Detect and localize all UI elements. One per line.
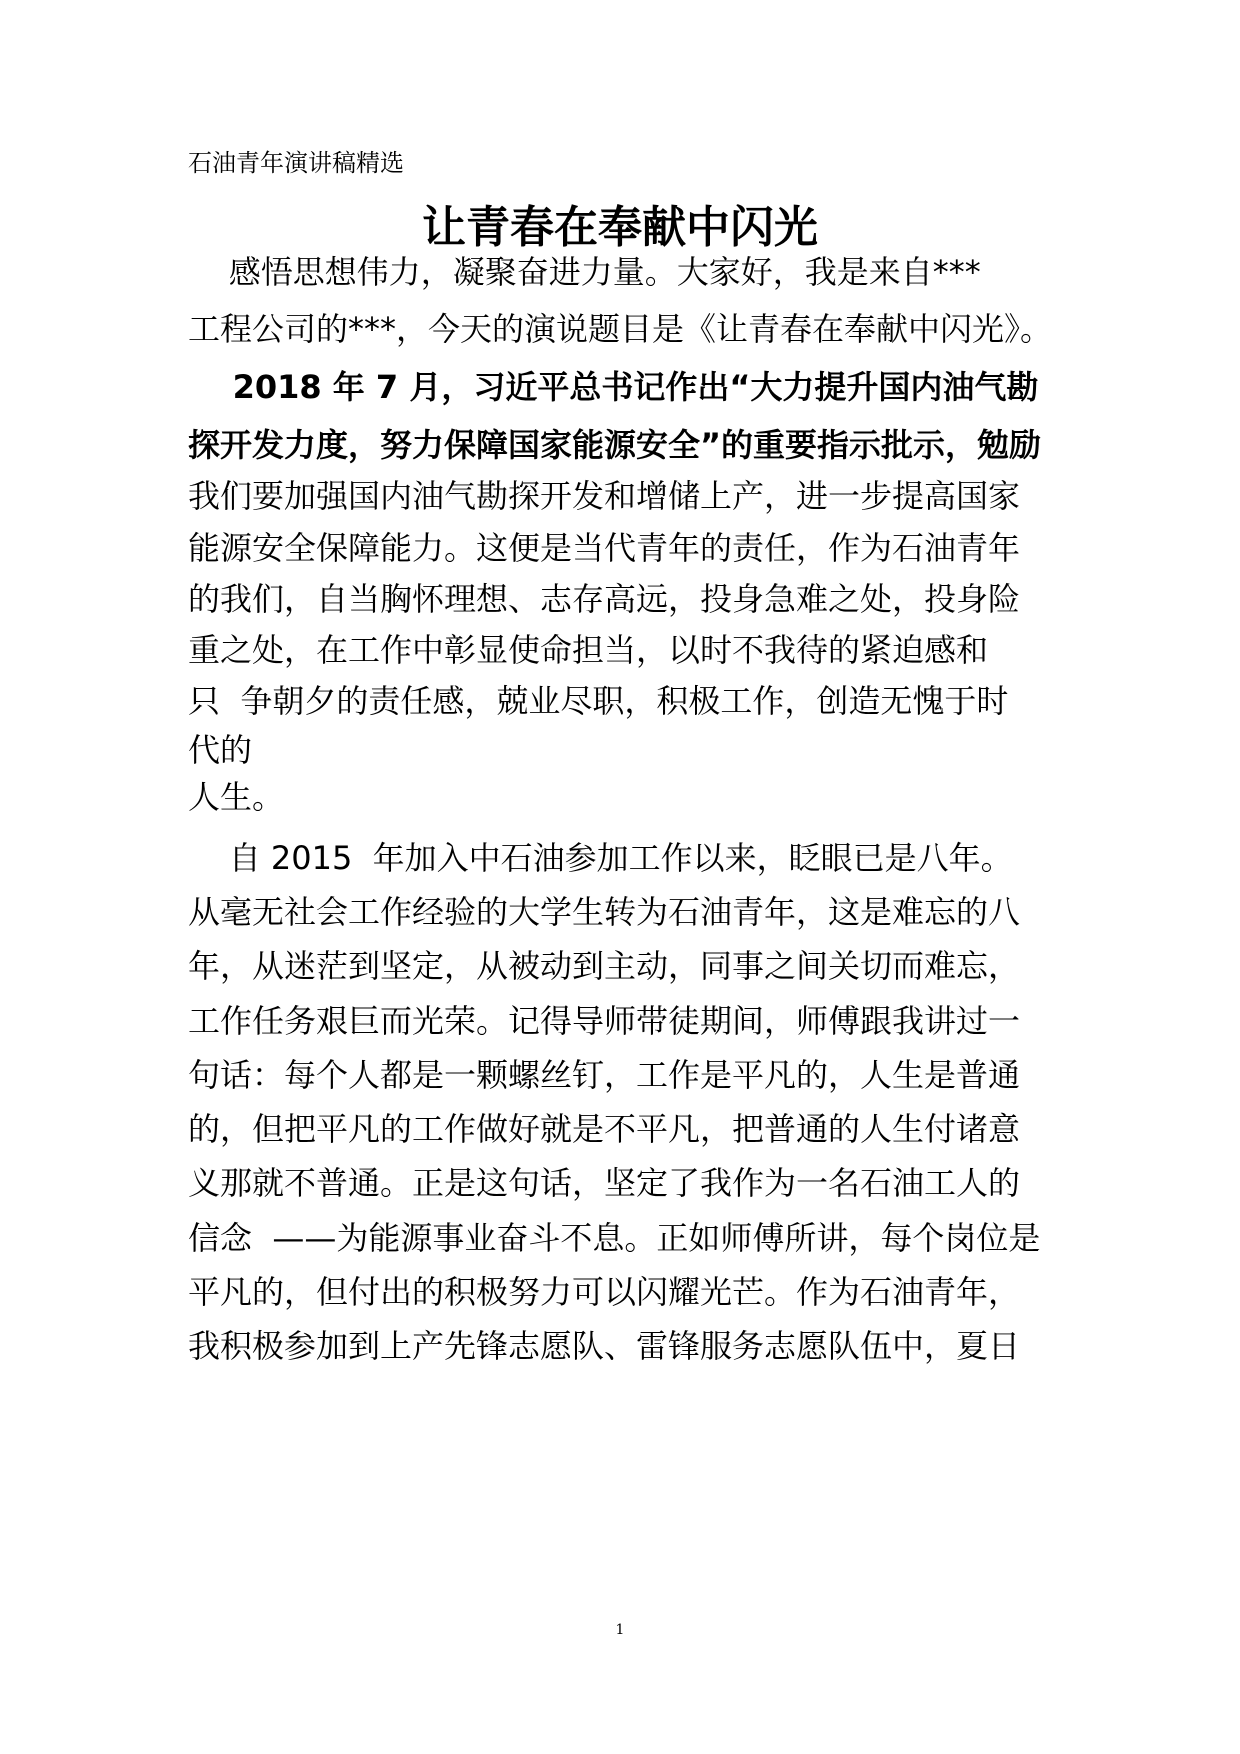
paragraph-line: 重之处，在工作中彰显使命担当，以时不我待的紧迫感和 [188, 631, 989, 669]
paragraph-line-bold: 探开发力度，努力保障国家能源安全”的重要指示批示，勉励 [188, 426, 1042, 464]
paragraph-line: 自 2015 年加入中石油参加工作以来，眨眼已是八年。 [188, 839, 1013, 877]
paragraph-line: 平凡的，但付出的积极努力可以闪耀光芒。作为石油青年， [188, 1273, 1021, 1311]
paragraph-line: 从毫无社会工作经验的大学生转为石油青年，这是难忘的八 [188, 893, 1021, 931]
paragraph-line: 我积极参加到上产先锋志愿队、雷锋服务志愿队伍中，夏日 [188, 1327, 1021, 1365]
paragraph-line: 的我们，自当胸怀理想、志存高远，投身急难之处，投身险 [188, 580, 1021, 618]
paragraph-line: 能源安全保障能力。这便是当代青年的责任，作为石油青年 [188, 529, 1021, 567]
document-title: 让青春在奉献中闪光 [422, 202, 818, 253]
paragraph-line: 的，但把平凡的工作做好就是不平凡，把普通的人生付诸意 [188, 1110, 1021, 1148]
paragraph-line: 句话：每个人都是一颗螺丝钉，工作是平凡的，人生是普通 [188, 1056, 1021, 1094]
paragraph-line: 感悟思想伟力，凝聚奋进力量。大家好，我是来自*** [188, 253, 981, 291]
paragraph-line: 人生。 [188, 778, 285, 816]
paragraph-line: 只 争朝夕的责任感，兢业尽职，积极工作，创造无愧于时 [188, 682, 1009, 720]
paragraph-line: 年，从迷茫到坚定，从被动到主动，同事之间关切而难忘， [188, 947, 1021, 985]
paragraph-line: 工作任务艰巨而光荣。记得导师带徒期间，师傅跟我讲过一 [188, 1002, 1021, 1040]
paragraph-line: 我们要加强国内油气勘探开发和增储上产，进一步提高国家 [188, 477, 1021, 515]
paragraph-line: 代的 [188, 731, 253, 769]
document-subtitle: 石油青年演讲稿精选 [188, 149, 404, 177]
paragraph-line: 工程公司的***，今天的演说题目是《让青春在奉献中闪光》。 [188, 310, 1053, 348]
paragraph-line: 义那就不普通。正是这句话，坚定了我作为一名石油工人的 [188, 1164, 1021, 1202]
paragraph-line-bold: 2018 年 7 月，习近平总书记作出“大力提升国内油气勘 [188, 368, 1039, 406]
page-number: 1 [615, 1622, 625, 1638]
paragraph-line: 信念 ——为能源事业奋斗不息。正如师傅所讲，每个岗位是 [188, 1219, 1041, 1257]
